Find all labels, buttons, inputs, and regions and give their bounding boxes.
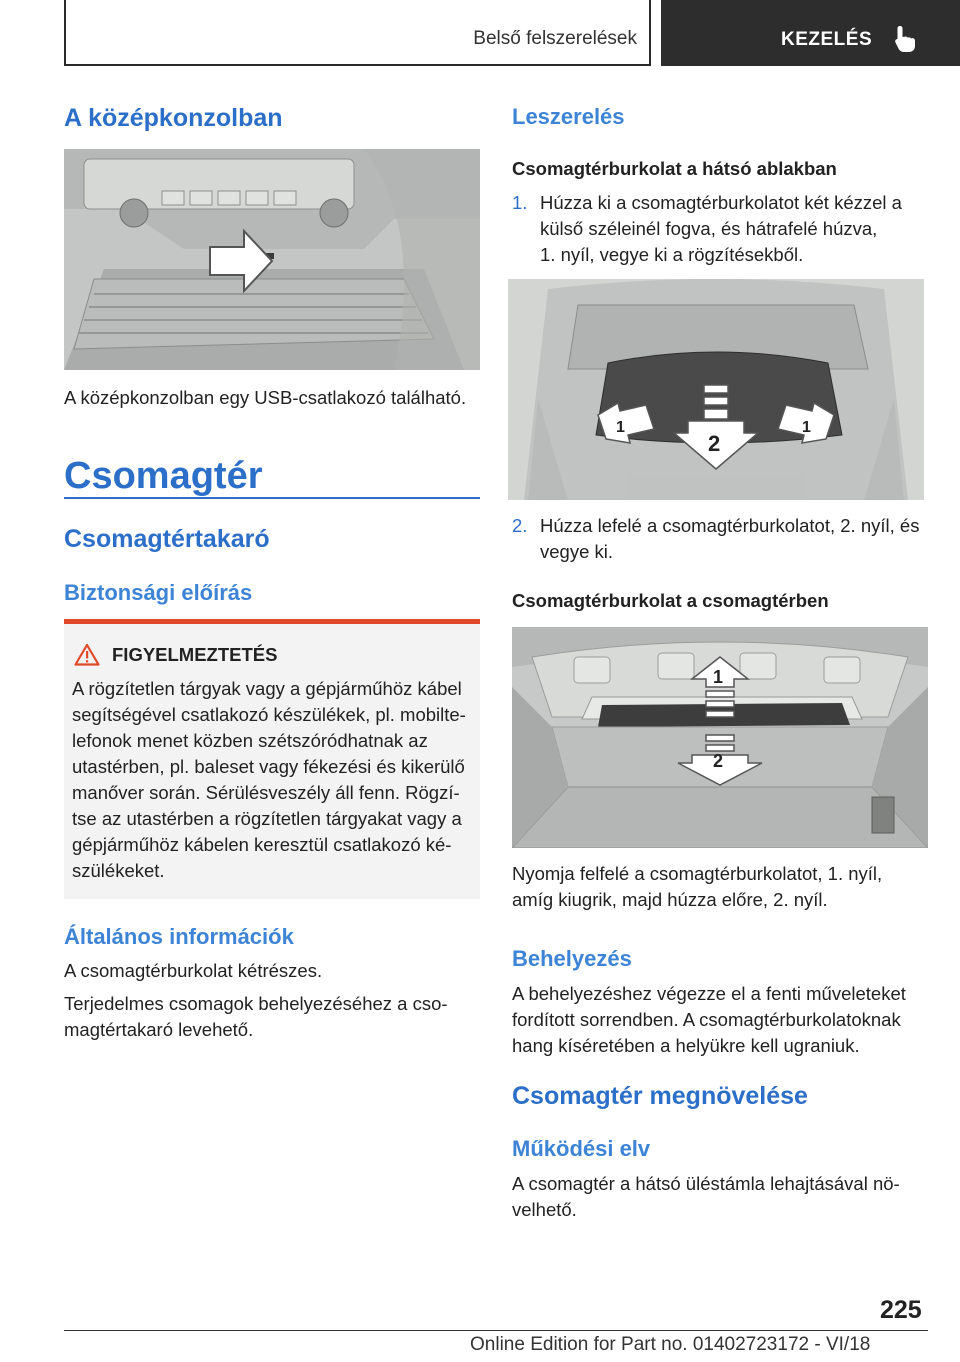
footer-rule (64, 1330, 928, 1331)
safety-heading: Biztonsági előírás (64, 580, 253, 605)
trunk-title-rule (64, 497, 480, 499)
figure-label: 1 (802, 419, 811, 436)
warning-title: FIGYELMEZTETÉS (112, 644, 278, 665)
step-2 (512, 513, 928, 569)
header-section-title: Belső felszerelések (473, 28, 637, 49)
trunk-subheading: Csomagtérburkolat a csomagtérben (512, 590, 829, 611)
warning-text (72, 676, 476, 884)
general-heading: Általános információk (64, 924, 294, 949)
warning-triangle-icon (74, 643, 100, 666)
warning-line: utastérben, pl. baleset vagy fékezési és kikerülő (72, 756, 465, 777)
principle-heading: Működési elv (512, 1136, 651, 1161)
console-heading: A középkonzolban (64, 104, 283, 132)
warning-line: gépjárműhöz kábelen keresztül csatlakozó ké- (72, 834, 452, 855)
step-line: külső széleinél fogva, és hátrafelé húzva, (540, 218, 878, 239)
warning-line: tse az utastérben a rögzítetlen tárgyakat vagy a (72, 808, 462, 829)
install-paragraph (512, 981, 928, 1059)
caption-line: amíg kiugrik, majd húzza előre, 2. nyíl. (512, 889, 828, 910)
warning-line: szülékeket. (72, 860, 165, 881)
step-1 (512, 190, 928, 270)
pointing-hand-icon (893, 24, 919, 54)
warning-line: manőver során. Sérülésveszély áll fenn. Rögzí- (72, 782, 460, 803)
warning-line: A rögzítetlen tárgyak vagy a gépjárműhöz kábel (72, 678, 462, 699)
warning-line: lefonok menet közben szétszóródhatnak az (72, 730, 428, 751)
step-number: 2. (512, 515, 528, 536)
step-text (540, 190, 930, 268)
general-paragraph-1: A csomagtérburkolat kétrészes. (64, 960, 323, 981)
general-line: magtértakaró levehető. (64, 1019, 254, 1040)
page-number: 225 (880, 1296, 922, 1324)
trunk-cover-figure (512, 627, 928, 848)
warning-box (64, 619, 480, 899)
removal-heading: Leszerelés (512, 104, 625, 129)
figure-label: 2 (708, 431, 721, 456)
step-line: Húzza ki a csomagtérburkolatot két kézzel a (540, 192, 902, 213)
figure-label: 1 (616, 419, 625, 436)
trunk-title: Csomagtér (64, 455, 263, 497)
console-usb-figure (64, 149, 480, 370)
general-line: Terjedelmes csomagok behelyezéséhez a cso- (64, 993, 448, 1014)
principle-line: A csomagtér a hátsó üléstámla lehajtásával nö- (512, 1173, 900, 1194)
step-line: 1. nyíl, vegye ki a rögzítésekből. (540, 244, 804, 265)
step-line: Húzza lefelé a csomagtérburkolatot, 2. nyíl, és (540, 515, 920, 536)
header-chapter-title: KEZELÉS (781, 29, 873, 50)
cover-heading: Csomagtértakaró (64, 525, 270, 553)
install-line: fordított sorrendben. A csomagtérburkolatoknak (512, 1009, 901, 1030)
figure-label: 2 (713, 751, 724, 771)
caption-line: Nyomja felfelé a csomagtérburkolatot, 1. nyíl, (512, 863, 883, 884)
rear-window-subheading: Csomagtérburkolat a hátsó ablakban (512, 158, 837, 179)
step-number: 1. (512, 192, 528, 213)
header-chapter-box (661, 0, 960, 66)
footer-edition: Online Edition for Part no. 01402723172 - VI/18 (470, 1334, 871, 1355)
trunk-caption (512, 861, 928, 913)
principle-paragraph (512, 1171, 928, 1223)
warning-line: segítségével csatlakozó készülékek, pl. mobilte- (72, 704, 466, 725)
enlarge-heading: Csomagtér megnövelése (512, 1082, 808, 1110)
figure-label: 1 (713, 667, 724, 687)
install-line: A behelyezéshez végezze el a fenti műveleteket (512, 983, 906, 1004)
page-header (64, 0, 960, 66)
general-paragraph-2 (64, 991, 480, 1043)
install-heading: Behelyezés (512, 946, 632, 971)
install-line: hang kíséretében a helyükre kell ugraniuk. (512, 1035, 860, 1056)
rear-window-cover-figure (508, 279, 924, 500)
header-section-box (64, 0, 651, 66)
step-text (540, 513, 930, 565)
console-caption: A középkonzolban egy USB-csatlakozó található. (64, 387, 467, 408)
step-line: vegye ki. (540, 541, 614, 562)
principle-line: velhető. (512, 1199, 577, 1220)
